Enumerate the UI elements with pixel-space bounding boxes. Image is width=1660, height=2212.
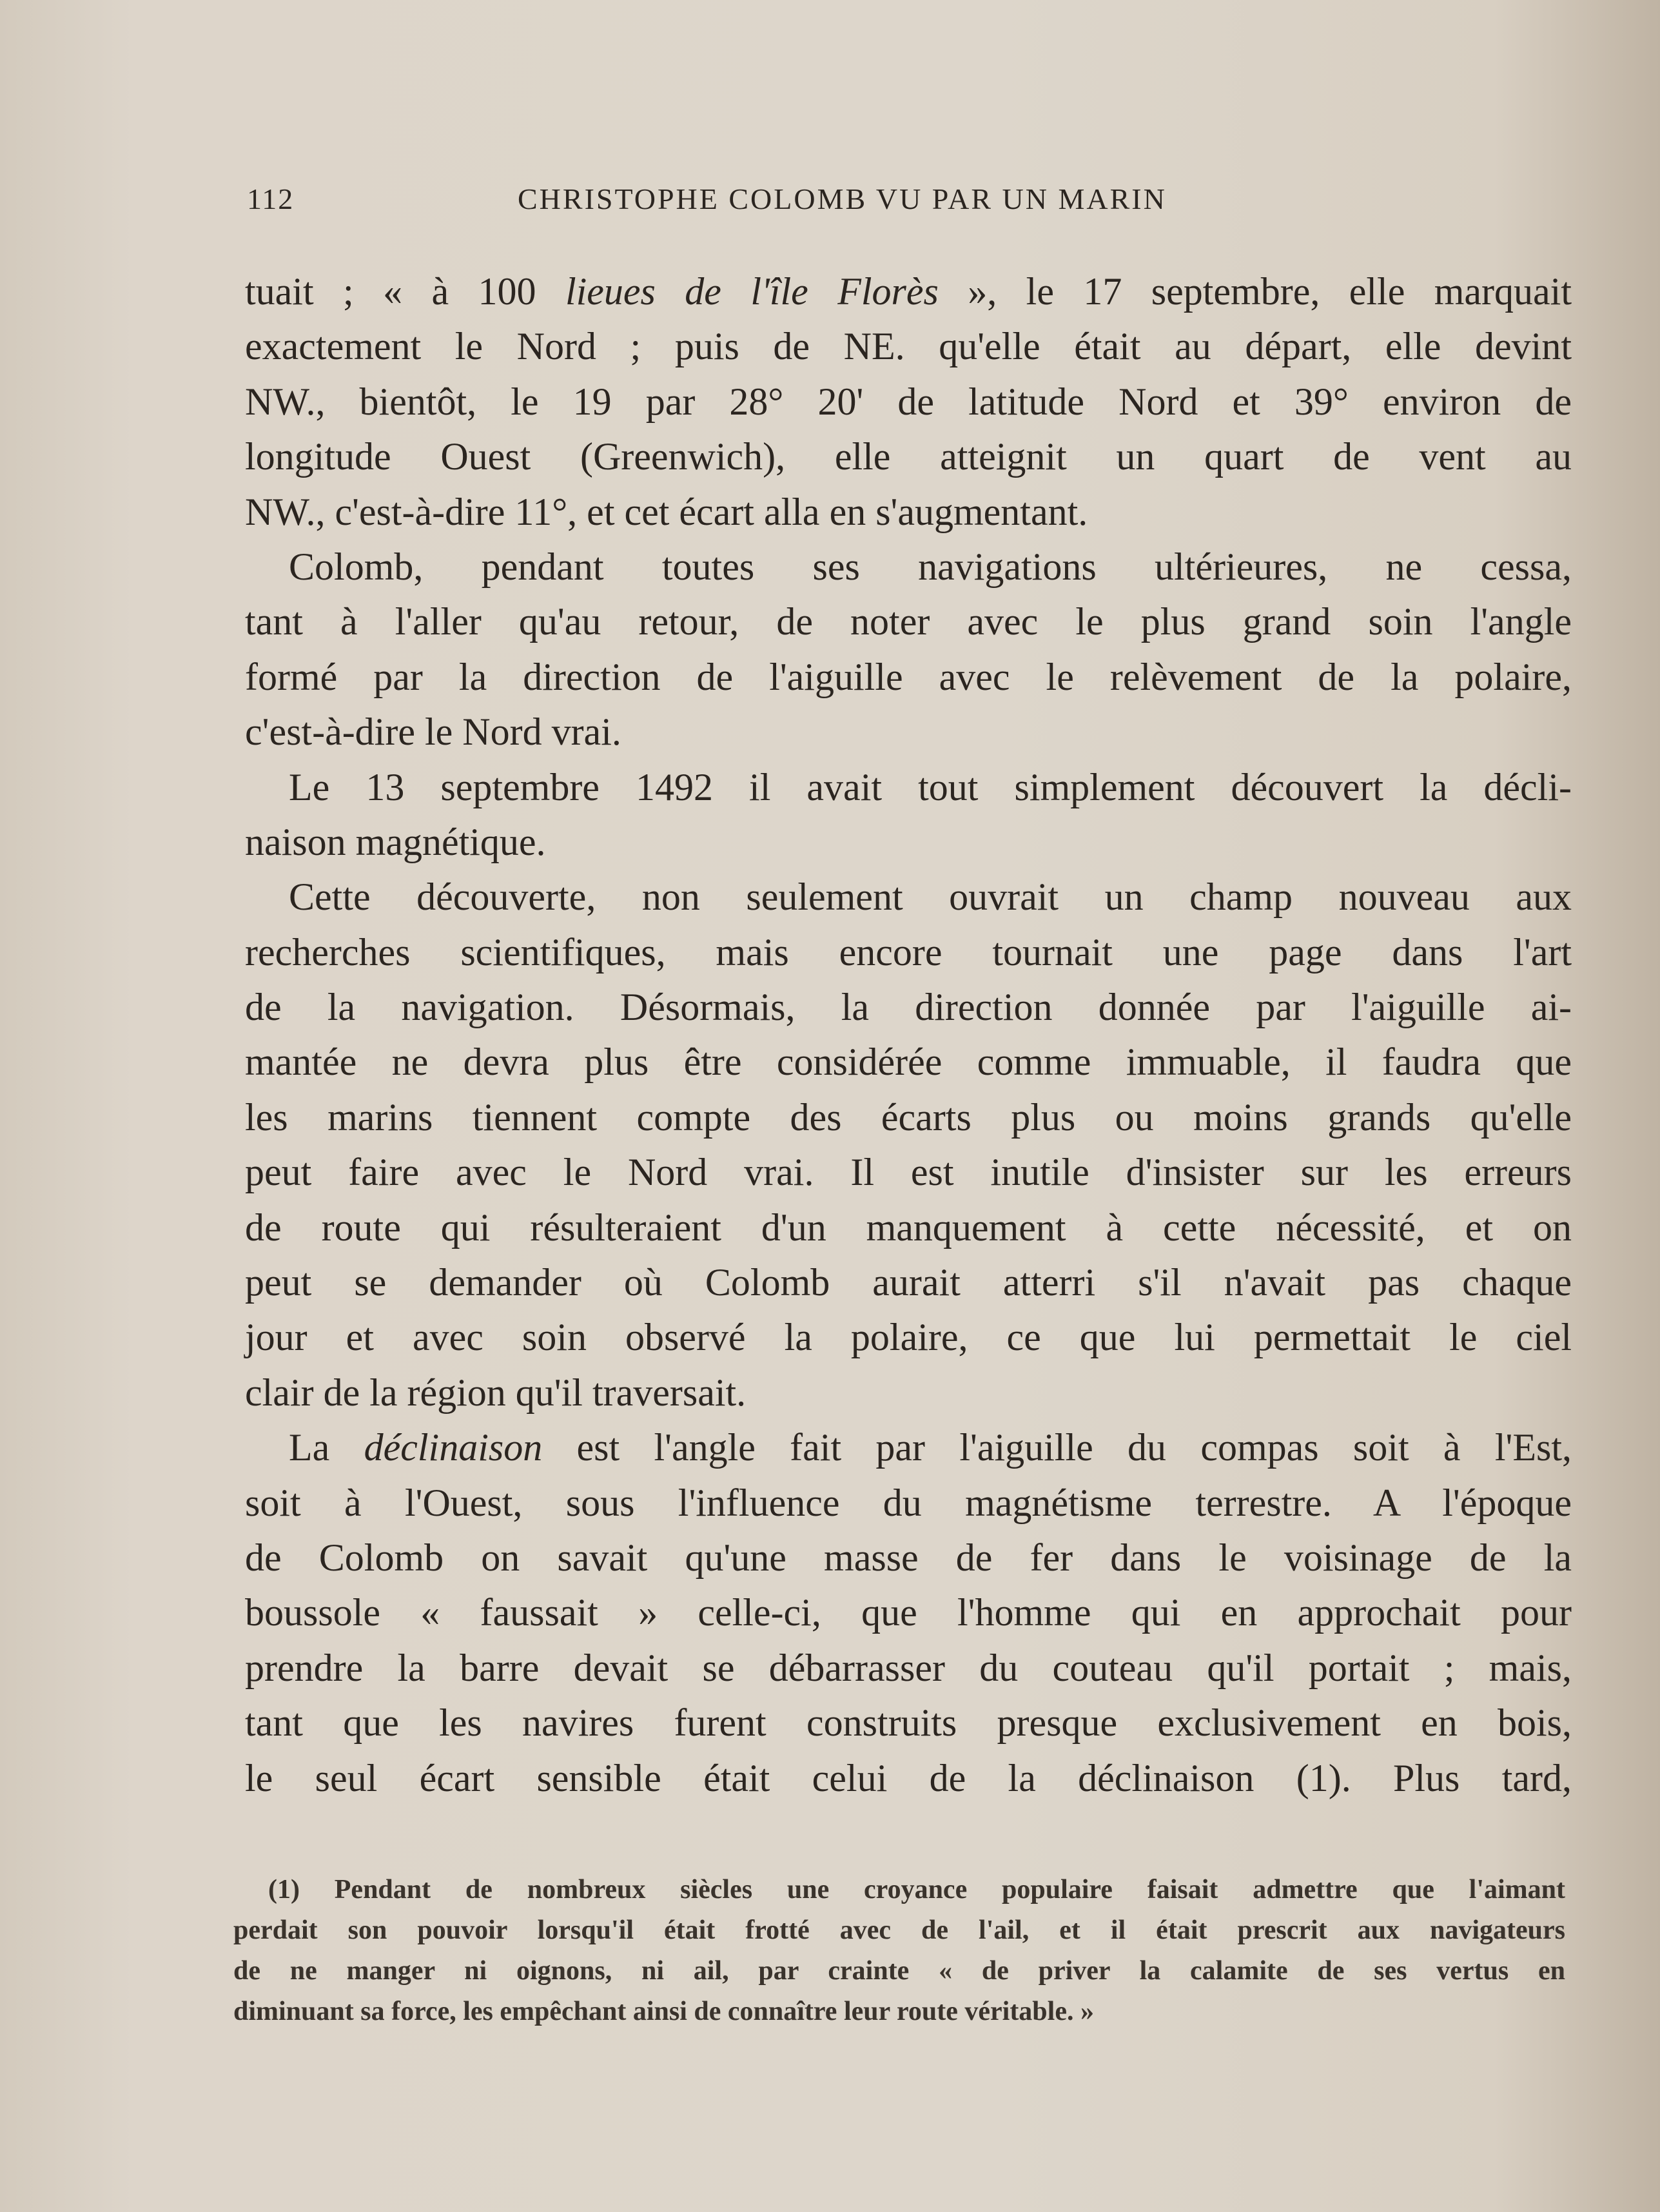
running-header (247, 182, 1570, 220)
paragraph (245, 1420, 1572, 1806)
text-line: Le 13 septembre 1492 il avait tout simplement découvert la décli- (289, 765, 1572, 808)
page-number: 112 (247, 182, 295, 215)
paragraph (245, 870, 1572, 1420)
text-line: exactement le Nord ; puis de NE. qu'elle était au départ, elle devint (245, 325, 1572, 368)
text-line: c'est-à-dire le Nord vrai. (245, 710, 621, 754)
text-line: NW., bientôt, le 19 par 28° 20' de latitude Nord et 39° environ de (245, 380, 1572, 423)
text-line: tant à l'aller qu'au retour, de noter avec le plus grand soin l'angle (245, 600, 1572, 643)
text-line: de route qui résulteraient d'un manquement à cette nécessité, et on (245, 1206, 1572, 1249)
text-line: tant que les navires furent construits presque exclusivement en bois, (245, 1701, 1572, 1745)
text-line: formé par la direction de l'aiguille avec le relèvement de la polaire, (245, 655, 1572, 698)
text-line: clair de la région qu'il traversait. (245, 1371, 747, 1414)
text-line: naison magnétique. (245, 820, 546, 863)
text-line: peut faire avec le Nord vrai. Il est inutile d'insister sur les erreurs (245, 1151, 1572, 1194)
running-title: CHRISTOPHE COLOMB VU PAR UN MARIN (518, 182, 1167, 215)
text-line (245, 1420, 1572, 1475)
text-segment: », le 17 septembre, elle marquait (938, 270, 1572, 313)
text-segment: La (289, 1426, 364, 1469)
text-line: boussole « faussait » celle-ci, que l'homme qui en approchait pour (245, 1591, 1572, 1634)
text-line: jour et avec soin observé la polaire, ce que lui permettait le ciel (245, 1316, 1572, 1359)
footnote-line: de ne manger ni oignons, ni ail, par crainte « de priver la calamite de ses vertus en (233, 1956, 1565, 1986)
text-line: soit à l'Ouest, sous l'influence du magnétisme terrestre. A l'époque (245, 1481, 1572, 1524)
text-line: les marins tiennent compte des écarts plus ou moins grands qu'elle (245, 1095, 1572, 1139)
italic-text: lieues de l'île Florès (565, 270, 939, 313)
text-line: de Colomb on savait qu'une masse de fer dans le voisinage de la (245, 1536, 1572, 1579)
italic-text: déclinaison (364, 1426, 543, 1469)
footnote-line: diminuant sa force, les empêchant ainsi de connaître leur route véritable. » (233, 1997, 1094, 2026)
footnote-line: (1) Pendant de nombreux siècles une croyance populaire faisait admettre que l'aimant (268, 1875, 1565, 1904)
footnote-line: perdait son pouvoir lorsqu'il était frotté avec de l'ail, et il était prescrit aux navigateurs (233, 1915, 1565, 1945)
text-line: mantée ne devra plus être considérée comme immuable, il faudra que (245, 1041, 1572, 1084)
text-line: Cette découverte, non seulement ouvrait un champ nouveau aux (289, 876, 1572, 919)
text-line: le seul écart sensible était celui de la déclinaison (1). Plus tard, (245, 1756, 1572, 1799)
text-line: Colomb, pendant toutes ses navigations ultérieures, ne cessa, (289, 545, 1572, 588)
body-text (245, 264, 1572, 1806)
text-line (245, 264, 1572, 319)
text-line: longitude Ouest (Greenwich), elle atteignit un quart de vent au (245, 435, 1572, 478)
text-line: recherches scientifiques, mais encore tournait une page dans l'art (245, 930, 1572, 974)
footnote (233, 1870, 1565, 2032)
text-segment: tuait ; « à 100 (245, 270, 565, 313)
text-line: NW., c'est-à-dire 11°, et cet écart alla en s'augmentant. (245, 490, 1088, 533)
text-line: de la navigation. Désormais, la direction donnée par l'aiguille ai- (245, 986, 1572, 1029)
paragraph (245, 540, 1572, 760)
paragraph (245, 760, 1572, 870)
text-line: peut se demander où Colomb aurait atterri s'il n'avait pas chaque (245, 1261, 1572, 1304)
text-segment: est l'angle fait par l'aiguille du compas soit à l'Est, (542, 1426, 1572, 1469)
text-line: prendre la barre devait se débarrasser du couteau qu'il portait ; mais, (245, 1646, 1572, 1689)
paragraph (245, 264, 1572, 540)
